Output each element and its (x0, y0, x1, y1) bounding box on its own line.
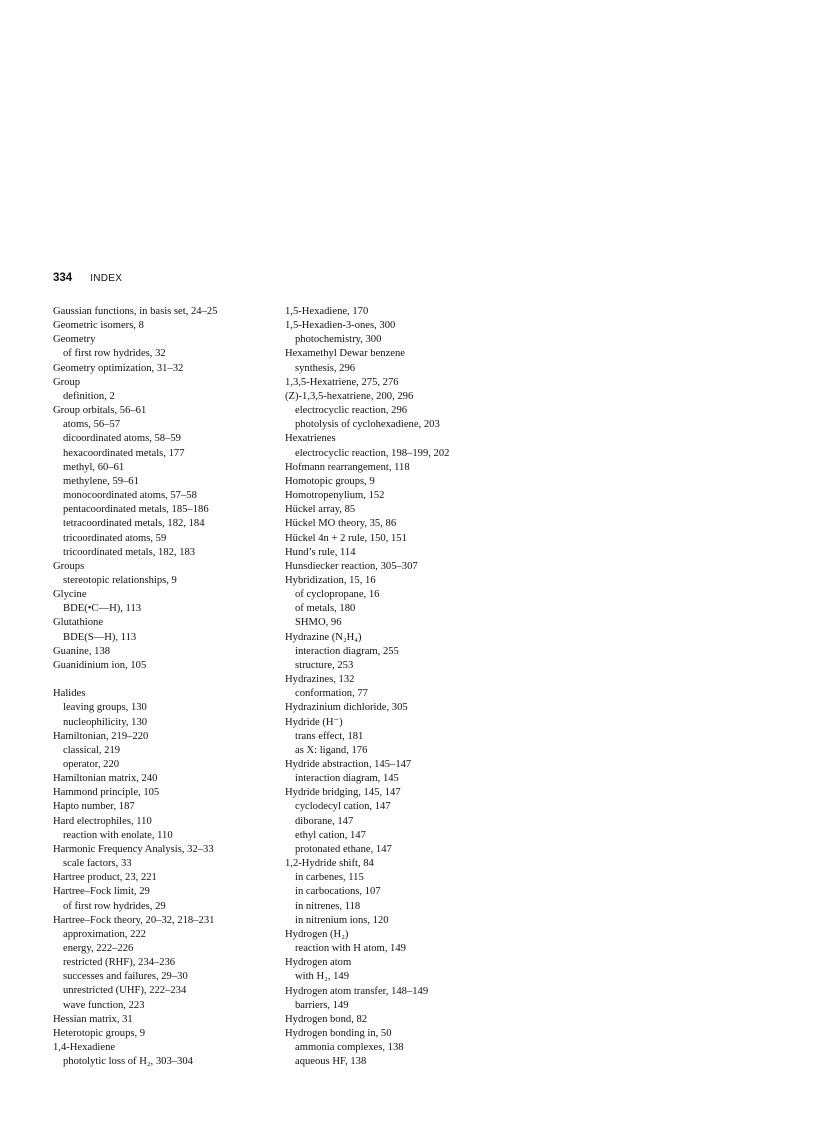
index-subentry: tricoordinated metals, 182, 183 (63, 546, 196, 558)
index-subentry: conformation, 77 (295, 688, 368, 700)
index-subentry: with H₂, 149 (295, 971, 350, 983)
index-entry: Hamiltonian matrix, 240 (53, 773, 158, 785)
index-entry: Hydrazines, 132 (285, 674, 355, 686)
index-subentry: pentacoordinated metals, 185–186 (63, 504, 209, 516)
index-subentry: definition, 2 (63, 390, 115, 402)
index-entry: Hydride bridging, 145, 147 (285, 787, 401, 799)
index-entry: 1,5-Hexadiene, 170 (285, 306, 369, 317)
index-entry: Hydrogen (H₂) (285, 928, 349, 940)
index-subentry: electrocyclic reaction, 296 (295, 405, 408, 417)
index-entry: Hückel 4n + 2 rule, 150, 151 (285, 532, 407, 544)
index-entry: Hapto number, 187 (53, 801, 135, 813)
index-subentry: scale factors, 33 (63, 858, 132, 870)
index-subentry: cyclodecyl cation, 147 (295, 801, 391, 813)
index-subentry: of first row hydrides, 32 (63, 348, 166, 360)
index-subentry: electrocyclic reaction, 198–199, 202 (295, 447, 450, 459)
index-subentry: trans effect, 181 (295, 730, 364, 742)
index-entry: Halides (53, 688, 86, 700)
index-entry: Groups (53, 560, 85, 572)
index-entry: 1,4-Hexadiene (53, 1042, 116, 1054)
index-subentry: reaction with H atom, 149 (295, 943, 406, 955)
index-entry: Glycine (53, 589, 87, 601)
index-subentry: photolytic loss of H₂, 303–304 (63, 1056, 193, 1068)
running-title: INDEX (90, 273, 123, 284)
index-subentry: ethyl cation, 147 (295, 829, 366, 841)
index-entry: Hydrazine (N₂H₄) (285, 631, 362, 643)
index-subentry: hexacoordinated metals, 177 (63, 447, 185, 459)
index-subentry: wave function, 223 (63, 999, 145, 1011)
index-subentry: tetracoordinated metals, 182, 184 (63, 518, 205, 530)
index-entry: (Z)-1,3,5-hexatriene, 200, 296 (285, 390, 414, 402)
index-subentry: synthesis, 296 (295, 362, 356, 374)
page-header (53, 272, 122, 288)
index-subentry: in carbocations, 107 (295, 886, 381, 898)
index-entry: Hartree product, 23, 221 (53, 872, 157, 884)
index-subentry: barriers, 149 (295, 999, 349, 1011)
index-entry: Hofmann rearrangement, 118 (285, 461, 410, 473)
index-entry: Guanine, 138 (53, 645, 111, 657)
index-entry: Gaussian functions, in basis set, 24–25 (53, 306, 218, 317)
index-entry: Geometry (53, 334, 96, 346)
index-subentry: aqueous HF, 138 (295, 1056, 367, 1068)
index-subentry: reaction with enolate, 110 (63, 829, 173, 841)
index-subentry: restricted (RHF), 234–236 (63, 957, 176, 969)
index-entry: Heterotopic groups, 9 (53, 1027, 146, 1039)
index-subentry: interaction diagram, 145 (295, 773, 399, 785)
index-subentry: energy, 222–226 (63, 943, 134, 955)
index-entry: Hückel MO theory, 35, 86 (285, 518, 397, 530)
index-subentry: operator, 220 (63, 758, 120, 770)
index-subentry: successes and failures, 29–30 (63, 971, 188, 983)
index-subentry: BDE(S—H), 113 (63, 631, 137, 643)
index-entry: Hartree–Fock limit, 29 (53, 886, 150, 898)
index-entry: Hückel array, 85 (285, 504, 356, 516)
index-subentry: monocoordinated atoms, 57–58 (63, 490, 197, 502)
index-entry: Hunsdiecker reaction, 305–307 (285, 560, 418, 572)
index-entry: Group (53, 376, 81, 388)
index-entry: Hydride abstraction, 145–147 (285, 759, 412, 770)
index-subentry: interaction diagram, 255 (295, 645, 399, 657)
index-entry: Hydrazinium dichloride, 305 (285, 702, 408, 714)
index-subentry: leaving groups, 130 (63, 702, 147, 714)
index-subentry: atoms, 56–57 (63, 419, 121, 431)
index-subentry: of metals, 180 (295, 603, 356, 615)
index-entry: Harmonic Frequency Analysis, 32–33 (53, 843, 214, 855)
index-entry: Hamiltonian, 219–220 (53, 730, 149, 742)
index-subentry: ammonia complexes, 138 (295, 1042, 404, 1054)
index-entry: Hartree–Fock theory, 20–32, 218–231 (53, 914, 215, 926)
index-subentry: SHMO, 96 (295, 617, 342, 629)
index-subentry: in carbenes, 115 (295, 872, 364, 884)
index-entry: Hund’s rule, 114 (285, 546, 356, 558)
index-entry: Hessian matrix, 31 (53, 1013, 133, 1025)
index-subentry: structure, 253 (295, 659, 354, 671)
index-entry: Hydrogen atom transfer, 148–149 (285, 985, 429, 997)
index-subentry: of cyclopropane, 16 (295, 589, 380, 601)
index-subentry: tricoordinated atoms, 59 (63, 532, 167, 544)
index-subentry: in nitrenium ions, 120 (295, 914, 389, 926)
index-subentry: diborane, 147 (295, 815, 354, 827)
index-entry: Hydrogen bond, 82 (285, 1013, 368, 1025)
index-entry: Group orbitals, 56–61 (53, 405, 147, 417)
index-subentry: classical, 219 (63, 744, 121, 756)
index-entry: Hydride (H⁻) (285, 716, 343, 728)
index-entry: Geometric isomers, 8 (53, 320, 144, 332)
index-column-left (53, 305, 293, 1069)
index-subentry: stereotopic relationships, 9 (63, 574, 177, 586)
index-entry: Hybridization, 15, 16 (285, 574, 376, 586)
index-subentry: photolysis of cyclohexadiene, 203 (295, 419, 440, 431)
section-gap (53, 673, 293, 687)
index-subentry: nucleophilicity, 130 (63, 716, 148, 728)
index-entry: Glutathione (53, 617, 104, 629)
index-entry: Hydrogen bonding in, 50 (285, 1027, 392, 1039)
index-subentry: methylene, 59–61 (63, 475, 139, 487)
index-entry: Guanidinium ion, 105 (53, 659, 147, 671)
index-subentry: methyl, 60–61 (63, 461, 125, 473)
index-entry: 1,3,5-Hexatriene, 275, 276 (285, 376, 399, 388)
index-entry: Homotropenylium, 152 (285, 490, 385, 502)
index-subentry: as X: ligand, 176 (295, 744, 368, 756)
index-subentry: of first row hydrides, 29 (63, 900, 166, 912)
index-entry: Homotopic groups, 9 (285, 475, 375, 487)
index-entry: 1,2-Hydride shift, 84 (285, 858, 374, 870)
index-entry: 1,5-Hexadien-3-ones, 300 (285, 320, 396, 332)
index-subentry: in nitrenes, 118 (295, 900, 361, 912)
index-entry: Hard electrophiles, 110 (53, 815, 152, 827)
index-subentry: protonated ethane, 147 (295, 843, 392, 855)
index-subentry: unrestricted (UHF), 222–234 (63, 985, 187, 997)
index-entry: Geometry optimization, 31–32 (53, 362, 184, 374)
index-entry: Hydrogen atom (285, 957, 352, 969)
index-entry: Hexamethyl Dewar benzene (285, 348, 406, 360)
index-subentry: approximation, 222 (63, 928, 146, 940)
index-subentry: dicoordinated atoms, 58–59 (63, 433, 181, 445)
index-entry: Hammond principle, 105 (53, 787, 160, 799)
index-subentry: BDE(•C—H), 113 (63, 603, 142, 615)
index-subentry: photochemistry, 300 (295, 334, 382, 346)
index-entry: Hexatrienes (285, 433, 336, 445)
page-number: 334 (53, 272, 73, 284)
index-column-right (285, 305, 545, 1069)
